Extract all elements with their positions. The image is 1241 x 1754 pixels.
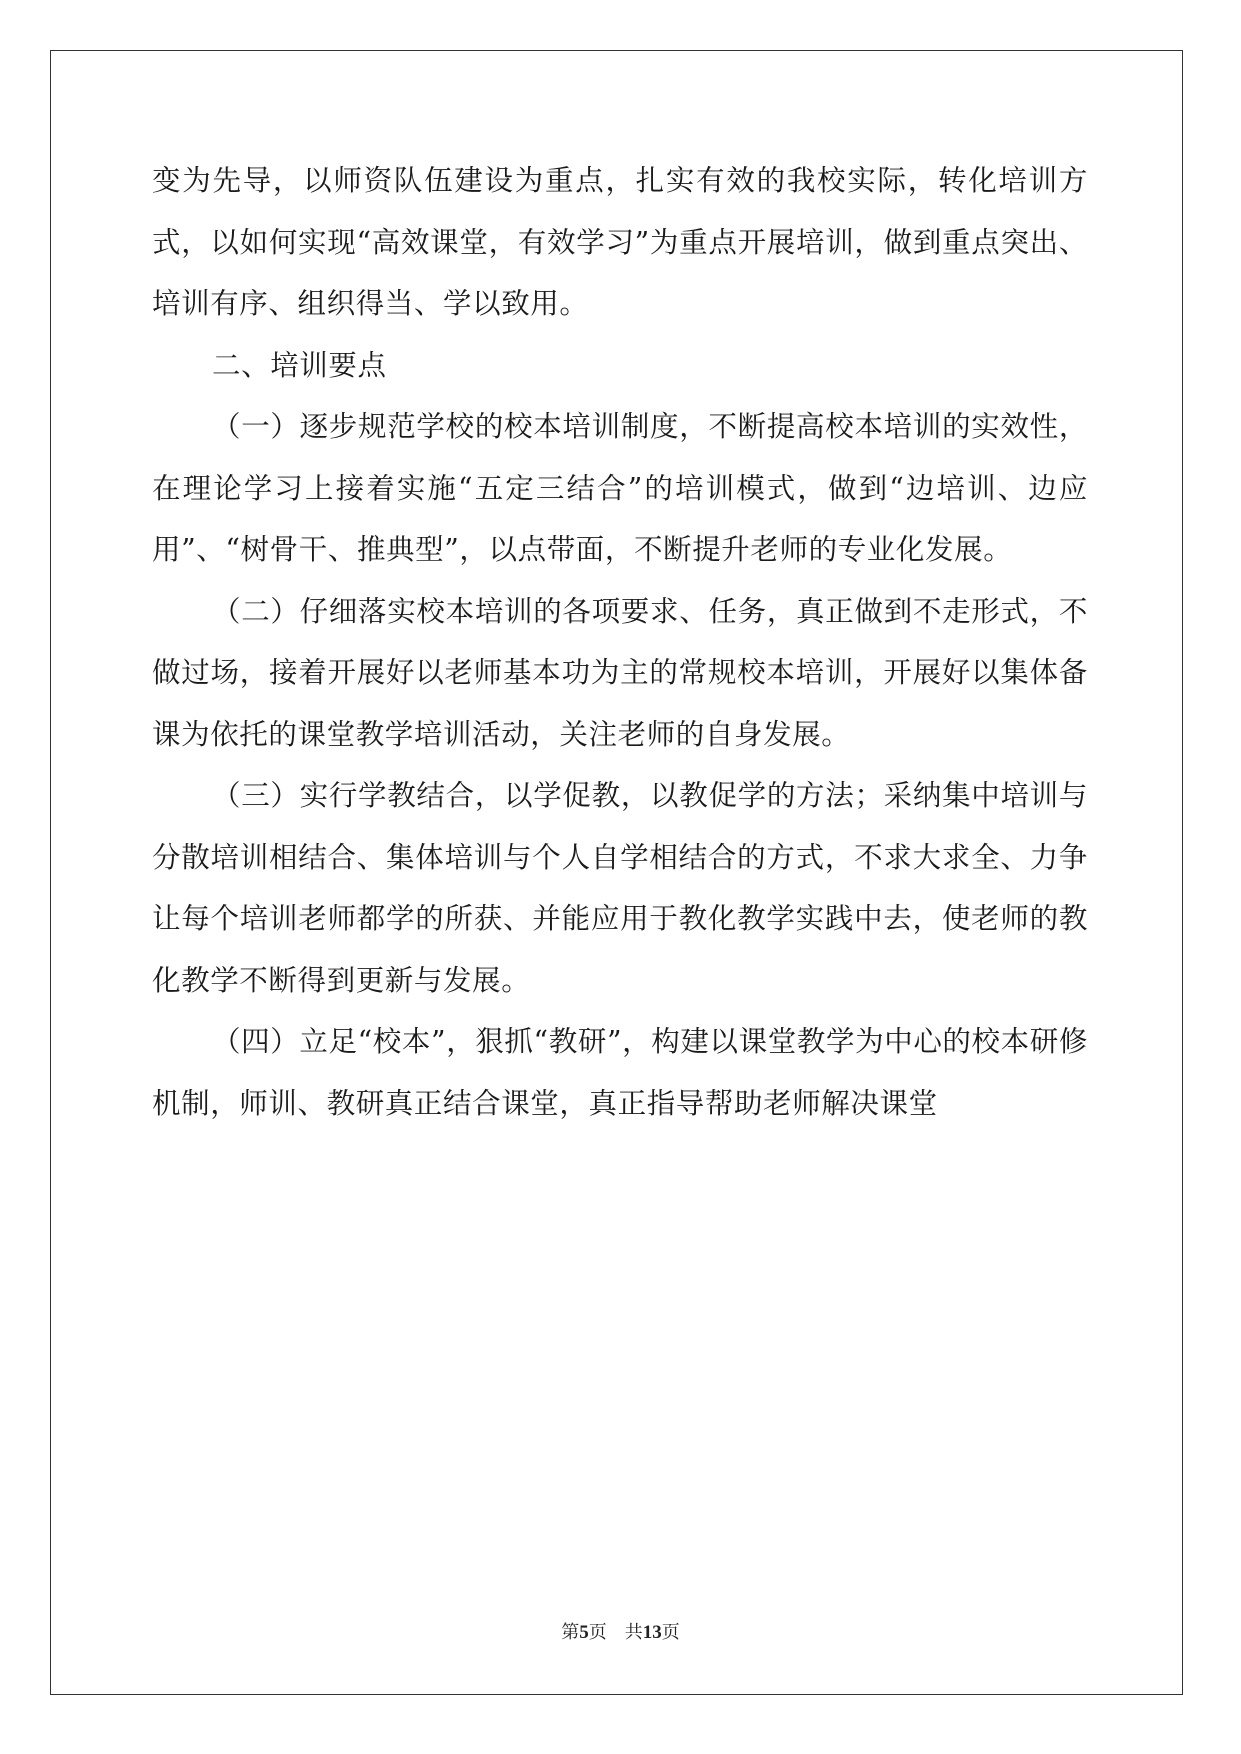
document-body — [152, 150, 1088, 1134]
page-suffix: 页 — [588, 1622, 607, 1643]
paragraph-point-4: （四）立足“校本”，狠抓“教研”，构建以课堂教学为中心的校本研修机制，师训、教研真正结合课堂，真正指导帮助老师解决课堂 — [152, 1025, 1088, 1120]
page-number: 5 — [579, 1622, 589, 1643]
paragraph-1: 变为先导，以师资队伍建设为重点，扎实有效的我校实际，转化培训方式，以如何实现“高效课堂，有效学习”为重点开展培训，做到重点突出、培训有序、组织得当、学以致用。 — [152, 164, 1088, 320]
section-heading: 二、培训要点 — [212, 348, 387, 382]
page-footer — [0, 1621, 1241, 1645]
total-pages: 13 — [642, 1622, 662, 1643]
paragraph-point-1: （一）逐步规范学校的校本培训制度，不断提高校本培训的实效性，在理论学习上接着实施“五定三结合”的培训模式，做到“边培训、边应用”、“树骨干、推典型”，以点带面，不断提升老师的专业化发展。 — [152, 410, 1088, 566]
total-prefix: 共 — [624, 1622, 643, 1643]
paragraph-point-3: （三）实行学教结合，以学促教，以教促学的方法；采纳集中培训与分散培训相结合、集体培训与个人自学相结合的方式，不求大求全、力争让每个培训老师都学的所获、并能应用于教化教学实践中去，使老师的教化教学不断得到更新与发展。 — [152, 779, 1088, 997]
paragraph-point-2: （二）仔细落实校本培训的各项要求、任务，真正做到不走形式，不做过场，接着开展好以老师基本功为主的常规校本培训，开展好以集体备课为依托的课堂教学培训活动，关注老师的自身发展。 — [152, 594, 1088, 751]
total-suffix: 页 — [661, 1622, 680, 1643]
page-prefix: 第 — [561, 1622, 580, 1643]
